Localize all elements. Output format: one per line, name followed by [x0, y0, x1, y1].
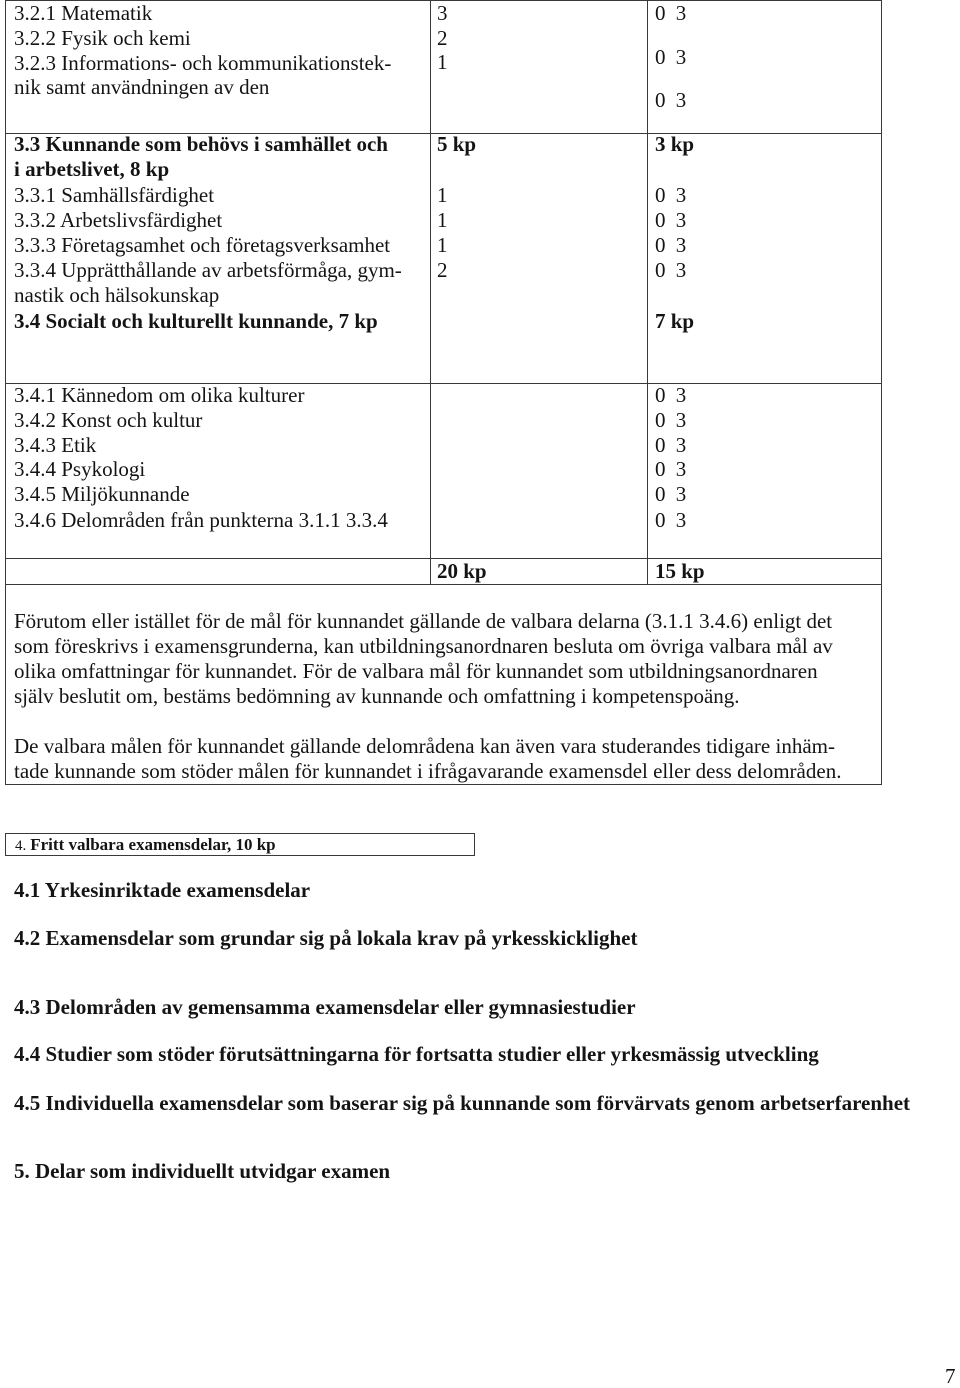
section-heading: i arbetslivet, 8 kp	[14, 157, 170, 181]
table-cell-value: 1	[437, 50, 448, 74]
table-cell-range: 0 3	[655, 258, 687, 282]
table-cell-line: 3.2.3 Informations- och kommunikationstek-	[14, 51, 392, 75]
table-cell-value: 3	[437, 1, 448, 25]
heading-4-3: 4.3 Delområden av gemensamma examensdelar eller gymnasiestudier	[14, 995, 636, 1019]
total-middle: 20 kp	[437, 559, 487, 583]
note-line: som föreskrivs i examensgrunderna, kan utbildningsanordnaren besluta om övriga valbara mål av	[14, 634, 833, 658]
section-4-title: Fritt valbara examensdelar, 10 kp	[30, 835, 276, 854]
table-cell-line: 3.3.2 Arbetslivsfärdighet	[14, 208, 223, 232]
table-border-left	[5, 0, 6, 785]
table-cell-range: 0 3	[655, 482, 687, 506]
table-cell-value: 1	[437, 233, 448, 257]
table-cell-line: 3.3.1 Samhällsfärdighet	[14, 183, 215, 207]
table-cell-value: 1	[437, 208, 448, 232]
table-cell-range: 0 3	[655, 88, 687, 112]
page-number: 7	[945, 1364, 956, 1388]
table-row-divider	[5, 584, 882, 585]
table-cell-line: 3.3.3 Företagsamhet och företagsverksamhet	[14, 233, 391, 257]
table-cell-line: nik samt användningen av den	[14, 75, 270, 99]
section-heading: 3.4 Socialt och kulturellt kunnande, 7 kp	[14, 309, 378, 333]
table-cell-line: 3.2.2 Fysik och kemi	[14, 26, 191, 50]
section-4-box	[5, 833, 475, 856]
table-cell-range: 0 3	[655, 383, 687, 407]
note-line: Förutom eller istället för de mål för kunnandet gällande de valbara delarna (3.1.1 3.4.6) enligt det	[14, 609, 833, 633]
heading-5: 5. Delar som individuellt utvidgar examen	[14, 1159, 391, 1183]
section-heading: 3.3 Kunnande som behövs i samhället och	[14, 132, 388, 156]
table-cell-value: 2	[437, 26, 448, 50]
table-cell-value: 3 kp	[655, 132, 695, 156]
table-cell-value: 7 kp	[655, 309, 695, 333]
heading-4-2: 4.2 Examensdelar som grundar sig på lokala krav på yrkesskicklighet	[14, 926, 638, 950]
note-line: tade kunnande som stöder målen för kunnandet i ifrågavarande examensdel eller dess delområden.	[14, 759, 842, 783]
table-border-right	[881, 0, 882, 785]
table-cell-line: 3.4.5 Miljökunnande	[14, 482, 190, 506]
table-cell-range: 0 3	[655, 1, 687, 25]
table-cell-line: 3.4.1 Kännedom om olika kulturer	[14, 383, 305, 407]
table-cell-range: 0 3	[655, 457, 687, 481]
table-cell-line: 3.4.6 Delområden från punkterna 3.1.1 3.3.4	[14, 508, 388, 532]
table-cell-range: 0 3	[655, 433, 687, 457]
table-column-divider	[647, 0, 648, 584]
total-right: 15 kp	[655, 559, 705, 583]
table-cell-value: 2	[437, 258, 448, 282]
heading-4-5: 4.5 Individuella examensdelar som baserar sig på kunnande som förvärvats genom arbetserfarenhet	[14, 1091, 911, 1115]
table-cell-line: nastik och hälsokunskap	[14, 283, 220, 307]
table-cell-line: 3.4.3 Etik	[14, 433, 97, 457]
table-cell-line: 3.4.2 Konst och kultur	[14, 408, 203, 432]
table-cell-line: 3.2.1 Matematik	[14, 1, 153, 25]
table-border-bottom	[5, 784, 882, 785]
heading-4-4: 4.4 Studier som stöder förutsättningarna för fortsatta studier eller yrkesmässig utveckling	[14, 1042, 819, 1066]
table-cell-range: 0 3	[655, 233, 687, 257]
note-line: De valbara målen för kunnandet gällande delområdena kan även vara studerandes tidigare inhäm-	[14, 734, 835, 758]
note-line: själv beslutit om, bestäms bedömning av kunnande och omfattning i kompetenspoäng.	[14, 684, 740, 708]
table-cell-range: 0 3	[655, 183, 687, 207]
table-cell-range: 0 3	[655, 408, 687, 432]
table-cell-range: 0 3	[655, 208, 687, 232]
note-line: olika omfattningar för kunnandet. För de valbara mål för kunnandet som utbildningsanordnaren	[14, 659, 818, 683]
table-cell-line: 3.3.4 Upprätthållande av arbetsförmåga, gym-	[14, 258, 402, 282]
table-cell-value: 5 kp	[437, 132, 477, 156]
table-cell-line: 3.4.4 Psykologi	[14, 457, 146, 481]
section-4-number: 4.	[15, 838, 27, 854]
table-cell-value: 1	[437, 183, 448, 207]
table-column-divider	[430, 0, 431, 584]
table-cell-range: 0 3	[655, 45, 687, 69]
heading-4-1: 4.1 Yrkesinriktade examensdelar	[14, 878, 311, 902]
table-cell-range: 0 3	[655, 508, 687, 532]
